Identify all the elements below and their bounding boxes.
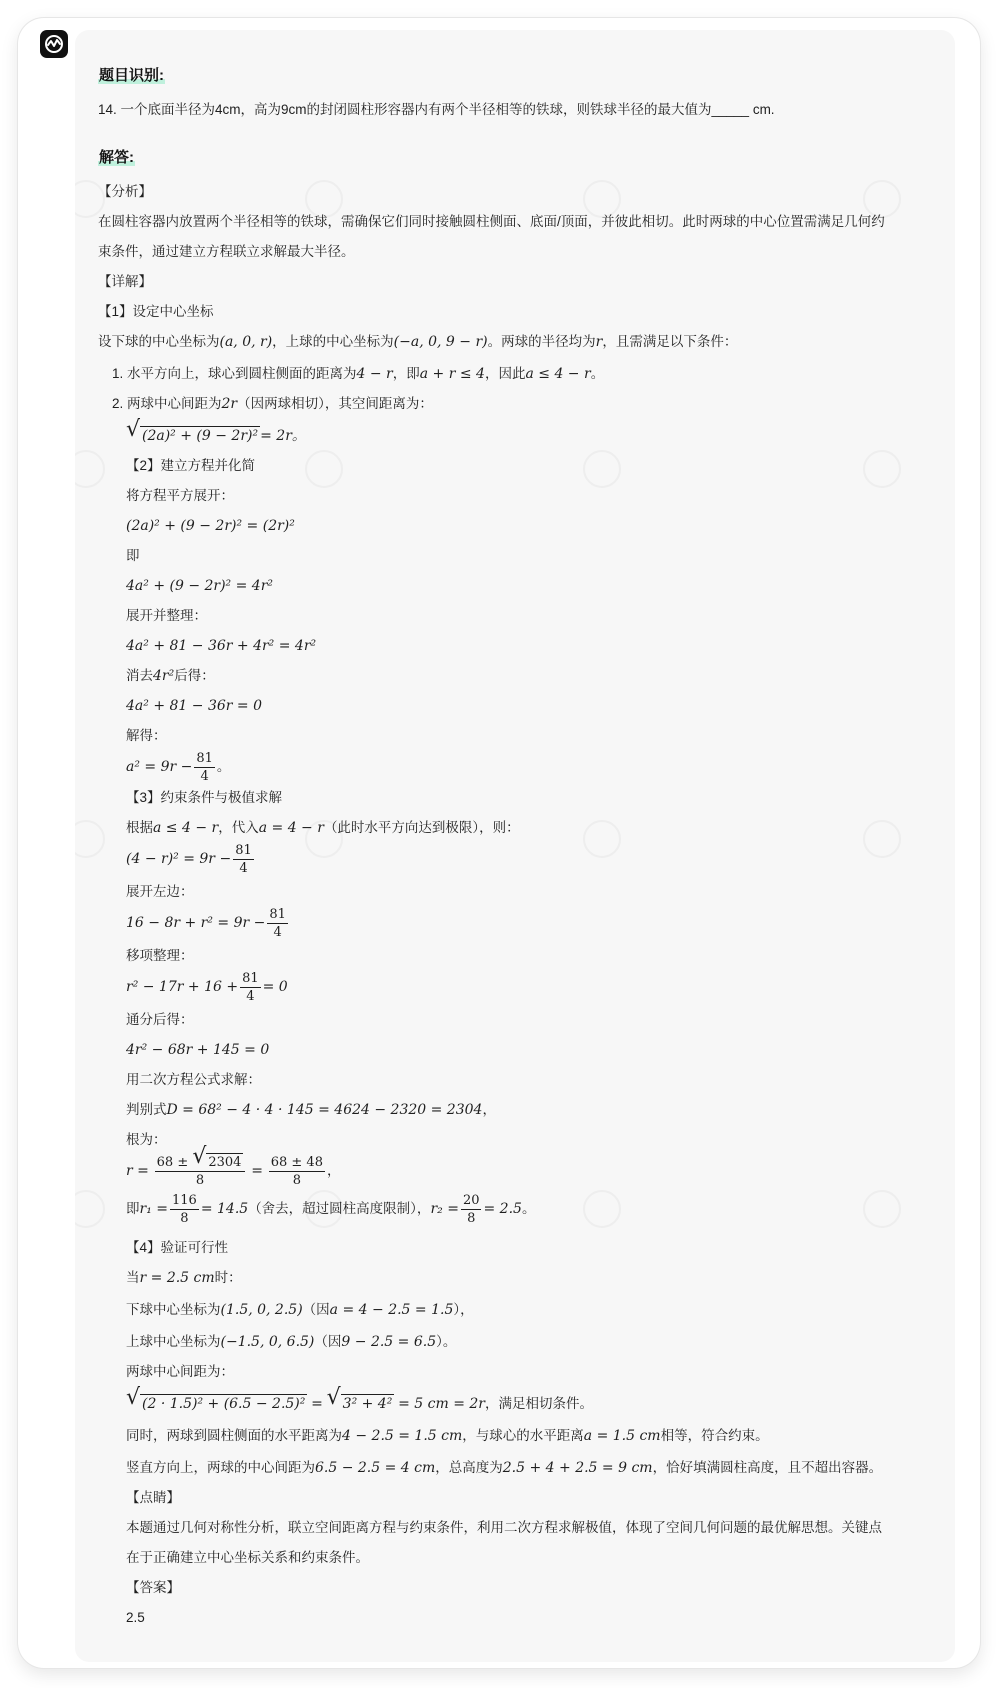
step4-label: 【4】验证可行性: [126, 1240, 229, 1255]
watermark-icon: [583, 1190, 621, 1228]
watermark-icon: [863, 820, 901, 858]
step4-text: 上球中心坐标为(−1.5, 0, 6.5)（因9 − 2.5 = 6.5）。: [126, 1334, 457, 1350]
watermark-icon: [863, 1190, 901, 1228]
analysis-label: 【分析】: [98, 184, 152, 199]
step4-text: 同时，两球到圆柱侧面的水平距离为4 − 2.5 = 1.5 cm，与球心的水平距离a = 1.5 cm相等，符合约束。: [126, 1428, 769, 1444]
question-text: 14. 一个底面半径为4cm，高为9cm的封闭圆柱形容器内有两个半径相等的铁球，则铁球半径的最大值为_____ cm.: [98, 102, 775, 117]
step2-equation: (2a)² + (9 − 2r)² = (2r)²: [126, 518, 295, 534]
step2-label: 【2】建立方程并化简: [126, 458, 256, 473]
step2-equation: 4a² + (9 − 2r)² = 4r²: [126, 578, 274, 594]
condition-1: 1. 水平方向上，球心到圆柱侧面的距离为4 − r，即a + r ≤ 4，因此a ≤ 4 − r。: [112, 366, 605, 382]
answer-label: 【答案】: [126, 1580, 180, 1595]
step3-equation: r² − 17r + 16 + $\frac{81}{4}$ = 0: [126, 971, 288, 1004]
step2-text: 展开并整理：: [126, 608, 207, 623]
question-heading: 题目识别:: [99, 67, 164, 84]
point-text: 本题通过几何对称性分析，联立空间距离方程与约束条件，利用二次方程求解极值，体现了空间几何问题的最优解思想。关键点: [126, 1520, 882, 1535]
analysis-text-2: 束条件，通过建立方程联立求解最大半径。: [98, 244, 355, 259]
step3-text: 根为：: [126, 1132, 167, 1147]
step2-text: 消去4r²后得：: [126, 668, 215, 684]
watermark-icon: [863, 450, 901, 488]
screenshot-frame: [18, 18, 980, 1668]
watermark-icon: [583, 450, 621, 488]
watermark-icon: [75, 450, 105, 488]
point-text-2: 在于正确建立中心坐标关系和约束条件。: [126, 1550, 369, 1565]
step1-label: 【1】设定中心坐标: [98, 304, 214, 319]
step4-text: 当r = 2.5 cm时：: [126, 1270, 242, 1286]
watermark-icon: [75, 1190, 105, 1228]
watermark-icon: [583, 820, 621, 858]
step4-text: 竖直方向上，两球的中心间距为6.5 − 2.5 = 4 cm，总高度为2.5 + 4 + 2.5 = 9 cm，恰好填满圆柱高度，且不超出容器。: [126, 1460, 883, 1476]
step3-equation: 4r² − 68r + 145 = 0: [126, 1042, 270, 1058]
root-values: 即r₁ = $\frac{116}{8}$ = 14.5（舍去，超过圆柱高度限制），r₂ = $\frac{20}{8}$ = 2.5。: [126, 1193, 536, 1226]
step3-text: 通分后得：: [126, 1012, 194, 1027]
step3-text: 判别式D = 68² − 4 · 4 · 145 = 4624 − 2320 = 2304，: [126, 1102, 496, 1118]
step2-text: 将方程平方展开：: [126, 488, 234, 503]
analysis-text: 在圆柱容器内放置两个半径相等的铁球，需确保它们同时接触圆柱侧面、底面/顶面，并彼此相切。此时两球的中心位置需满足几何约: [98, 214, 885, 229]
step3-label: 【3】约束条件与极值求解: [126, 790, 283, 805]
step1-text: 设下球的中心坐标为(a, 0, r)，上球的中心坐标为(−a, 0, 9 − r)。两球的半径均为r，且需满足以下条件：: [98, 334, 738, 350]
step2-text: 解得：: [126, 728, 167, 743]
answer-card: [75, 30, 955, 1662]
watermark-icon: [305, 450, 343, 488]
answer-heading: 解答:: [99, 149, 134, 166]
detail-label: 【详解】: [98, 274, 152, 289]
step3-text: 移项整理：: [126, 948, 194, 963]
answer-value: 2.5: [126, 1610, 145, 1625]
point-label: 【点睛】: [126, 1490, 180, 1505]
root-formula: r = $\frac{68 \pm √ 2304}{8}$ = $\frac{68 \pm 48}{8}$ ，: [126, 1154, 340, 1189]
app-logo-icon: [40, 30, 68, 58]
condition-2: 2. 两球中心间距为2r（因两球相切），其空间距离为：: [112, 396, 433, 412]
step3-text: 用二次方程公式求解：: [126, 1072, 261, 1087]
step2-equation: 4a² + 81 − 36r = 0: [126, 698, 262, 714]
step2-equation: 4a² + 81 − 36r + 4r² = 4r²: [126, 638, 317, 654]
watermark-icon: [75, 820, 105, 858]
step4-text: 两球中心间距为：: [126, 1364, 234, 1379]
step2-text: 即: [126, 548, 140, 563]
step4-text: 下球中心坐标为(1.5, 0, 2.5)（因a = 4 − 2.5 = 1.5），: [126, 1302, 474, 1318]
step3-text: 根据a ≤ 4 − r，代入a = 4 − r（此时水平方向达到极限），则：: [126, 820, 520, 836]
step2-equation: a² = 9r − $\frac{81}{4}$ 。: [126, 751, 231, 784]
step3-equation: 16 − 8r + r² = 9r − $\frac{81}{4}$: [126, 907, 286, 940]
distance-equation: √ (2a)² + (9 − 2r)² = 2r。: [126, 426, 306, 446]
step3-text: 展开左边：: [126, 884, 194, 899]
step3-equation: (4 − r)² = 9r − $\frac{81}{4}$: [126, 843, 252, 876]
step4-equation: √ (2 · 1.5)² + (6.5 − 2.5)² = √ 3² + 4² = 5 cm = 2r，满足相切条件。: [126, 1394, 593, 1414]
